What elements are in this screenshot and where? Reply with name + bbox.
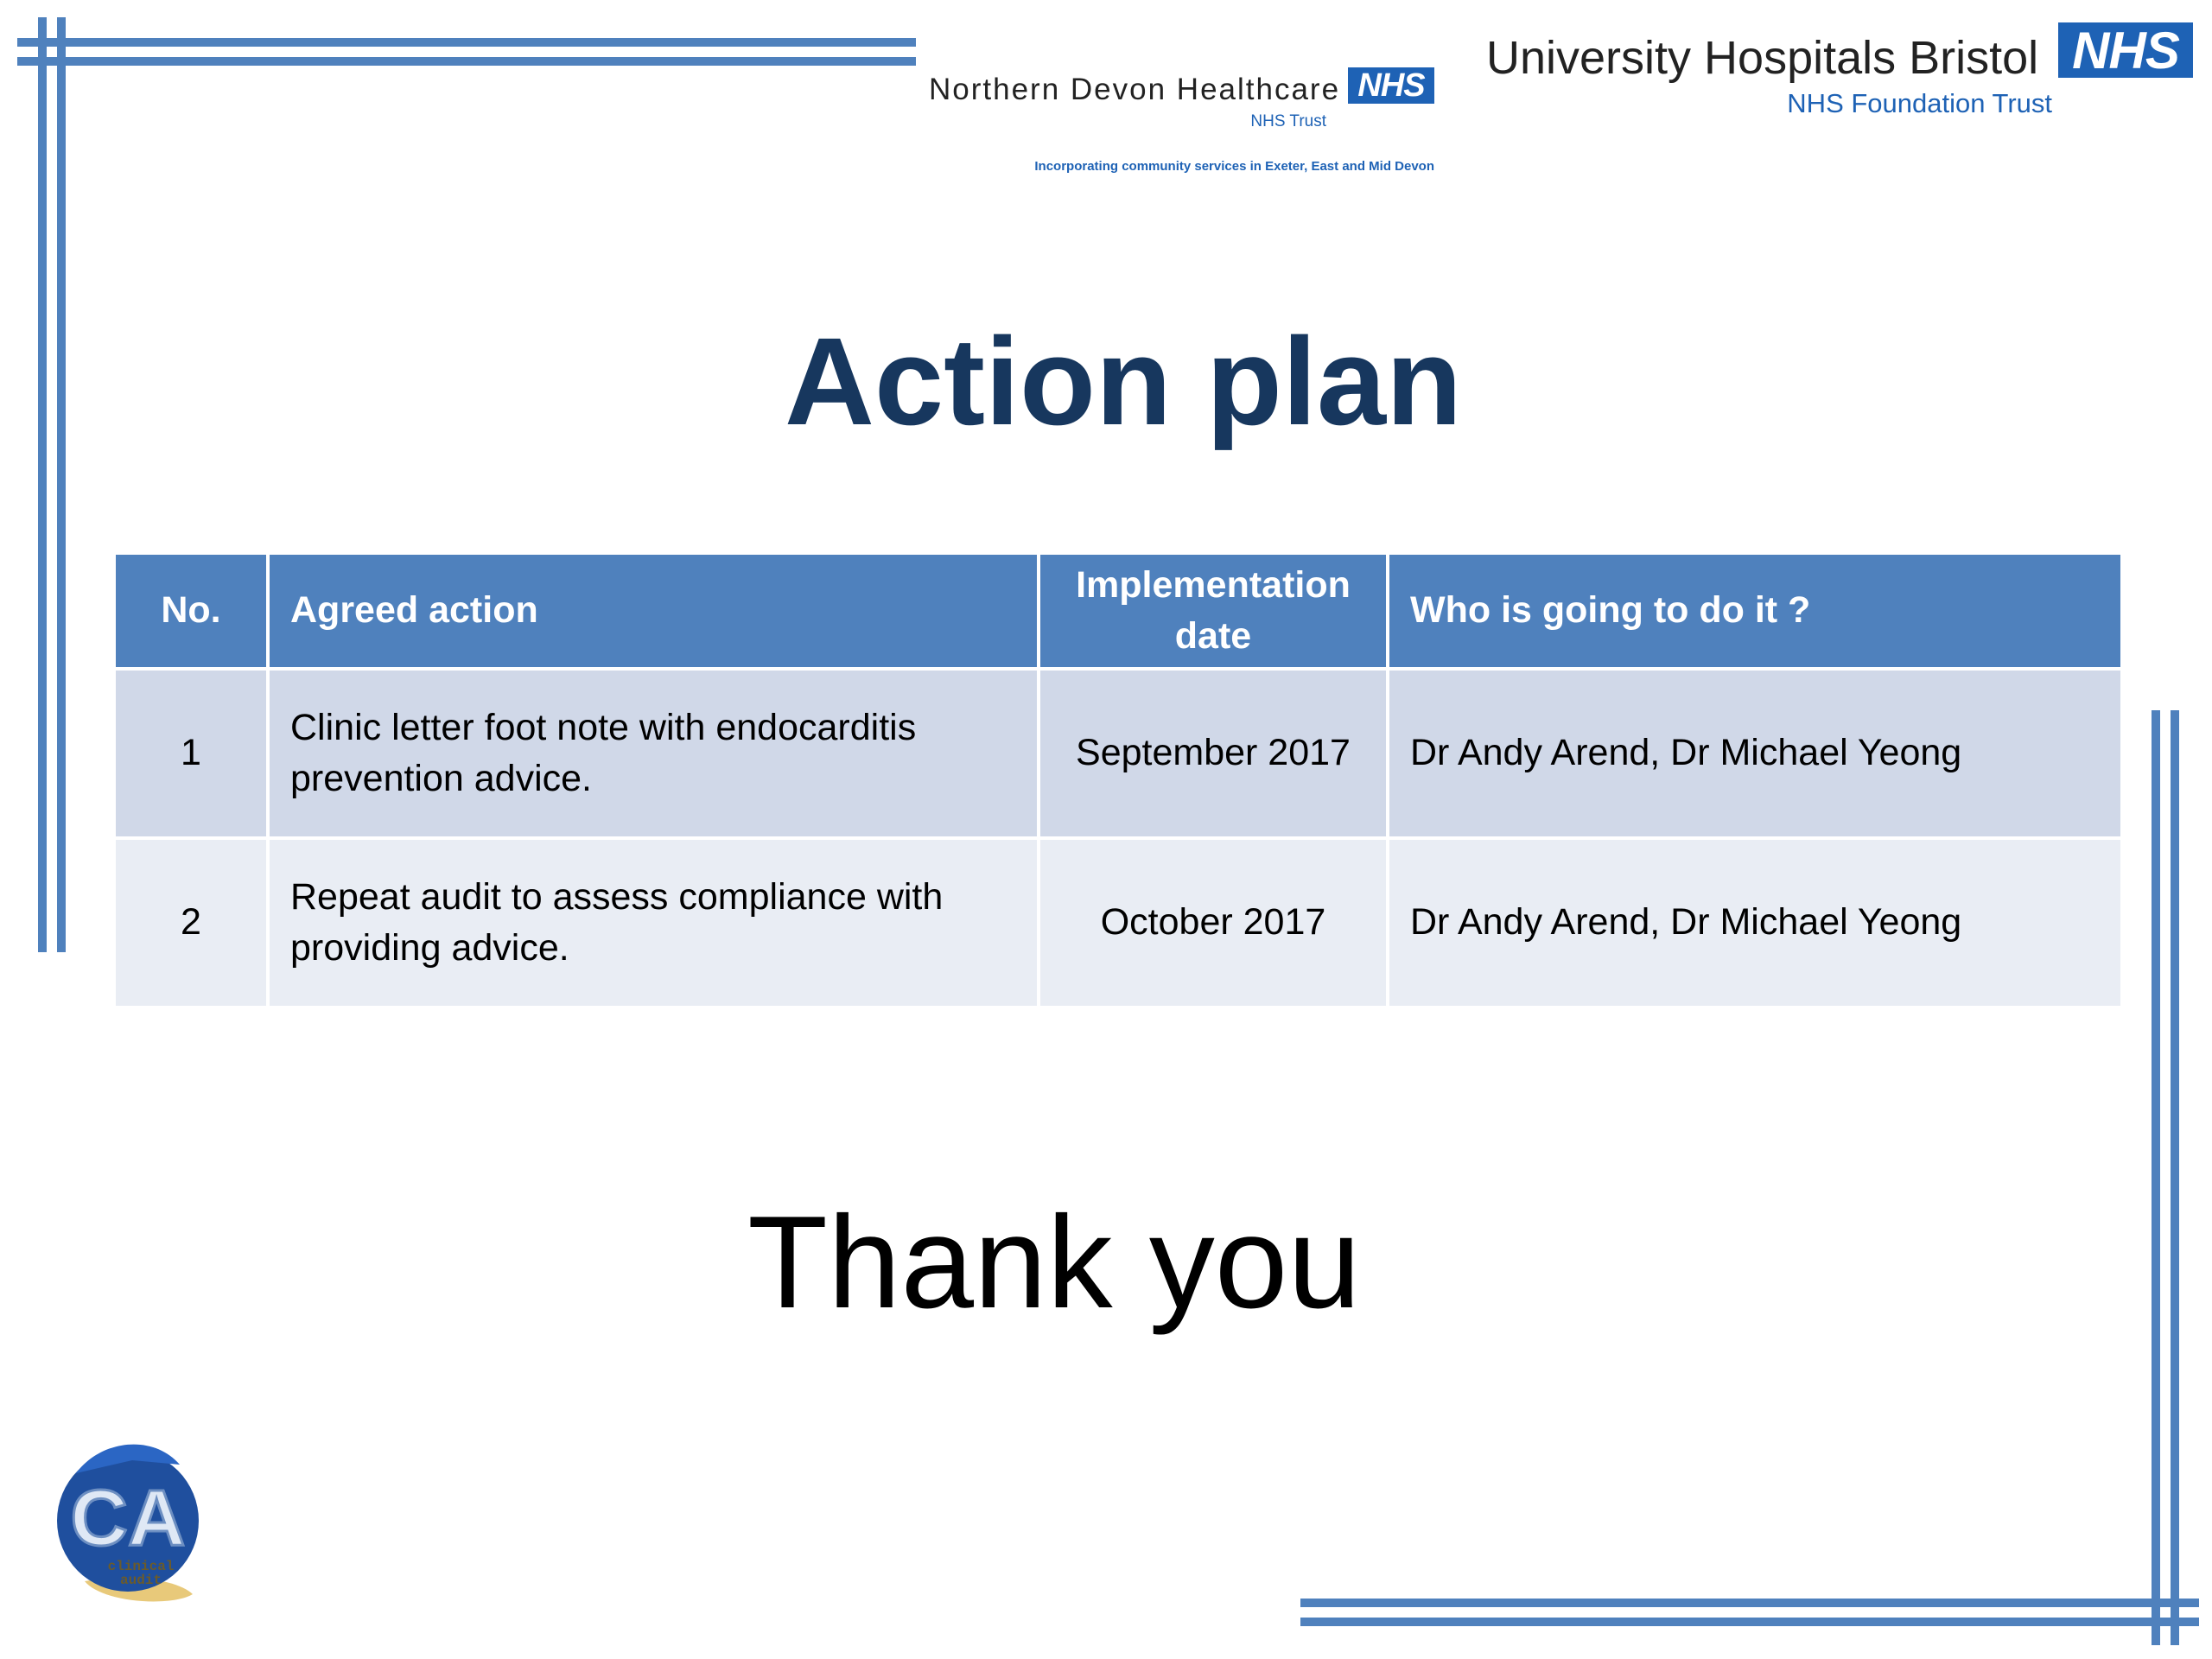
page-title: Action plan — [785, 312, 1462, 451]
bristol-name: University Hospitals Bristol — [1486, 32, 2039, 84]
bristol-logo — [1486, 22, 2195, 126]
cell-action: Clinic letter foot note with endocarditis prevention advice. — [268, 669, 1039, 838]
ca-letters: CA — [70, 1474, 186, 1562]
cell-date: September 2017 — [1039, 669, 1388, 838]
northern-devon-incorporating: Incorporating community services in Exeter, East and Mid Devon — [1034, 159, 1434, 174]
ca-caption-clinical: clinical — [107, 1559, 175, 1574]
cell-no: 2 — [114, 838, 268, 1007]
action-plan-table — [112, 551, 2124, 1009]
table-row — [114, 838, 2122, 1007]
cell-no: 1 — [114, 669, 268, 838]
header-implementation-date: Implementation date — [1039, 553, 1388, 669]
header-no: No. — [114, 553, 268, 669]
header-agreed-action: Agreed action — [268, 553, 1039, 669]
table-header-row — [114, 553, 2122, 669]
cell-date: October 2017 — [1039, 838, 1388, 1007]
nhs-badge: NHS — [1348, 67, 1434, 104]
header-who: Who is going to do it ? — [1388, 553, 2122, 669]
northern-devon-logo — [929, 67, 1434, 181]
northern-devon-trust: NHS Trust — [1250, 112, 1326, 130]
table-row — [114, 669, 2122, 838]
cell-action: Repeat audit to assess compliance with providing advice. — [268, 838, 1039, 1007]
cell-who: Dr Andy Arend, Dr Michael Yeong — [1388, 669, 2122, 838]
ca-caption-audit: audit — [119, 1573, 162, 1588]
northern-devon-name: Northern Devon Healthcare — [929, 73, 1341, 106]
thank-you-text: Thank you — [747, 1189, 1361, 1336]
bristol-trust: NHS Foundation Trust — [1787, 88, 2052, 118]
clinical-audit-logo — [50, 1434, 206, 1607]
cell-who: Dr Andy Arend, Dr Michael Yeong — [1388, 838, 2122, 1007]
nhs-badge: NHS — [2058, 22, 2193, 78]
